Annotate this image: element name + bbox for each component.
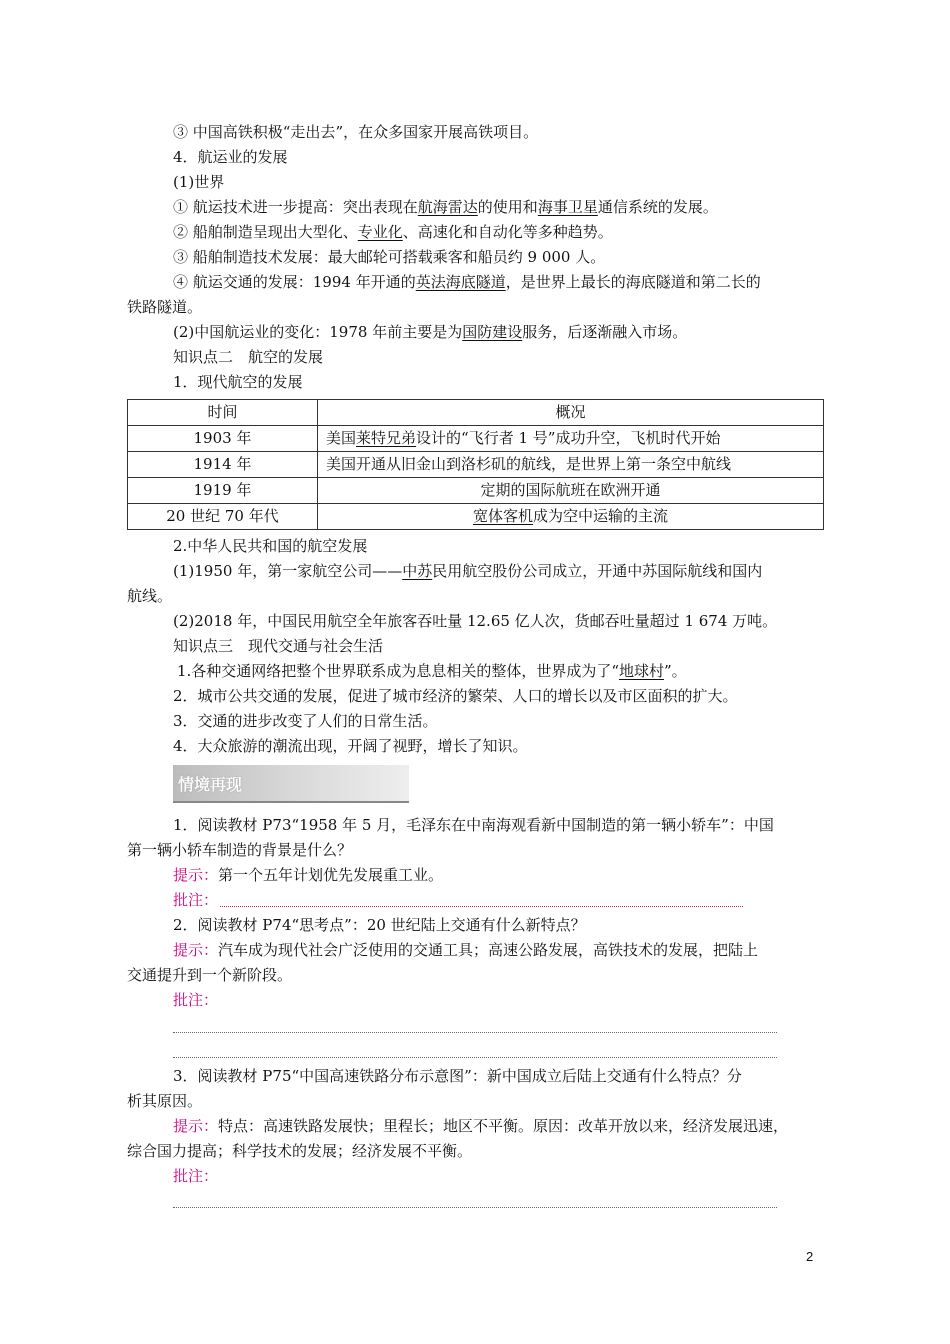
text-line: ③ 船舶制造技术发展：最大邮轮可搭载乘客和船员约 9 000 人。 (173, 248, 606, 266)
text-line (173, 560, 762, 582)
text-segment: 的使用和 (477, 198, 538, 216)
text-line: (1)世界 (173, 173, 225, 191)
answer-text: 特点：高速铁路发展快；里程长；地区不平衡。原因：改革开放以来，经济发展迅速， (218, 1117, 789, 1135)
text-line (173, 271, 761, 293)
text-segment: ② 船舶制造呈现出大型化、 (173, 223, 358, 241)
note-dotted-line[interactable] (220, 906, 743, 907)
table-row (128, 426, 824, 452)
text-segment: 美国开通从旧金山到洛杉矶的航线，是世界上第一条空中航线 (326, 455, 732, 473)
table-cell-desc (318, 478, 824, 504)
note-label: 批注： (173, 891, 219, 909)
question-line: 2．阅读教材 P74“思考点”：20 世纪陆上交通有什么新特点？ (173, 916, 586, 934)
text-line: 3．交通的进步改变了人们的日常生活。 (173, 712, 438, 730)
text-line: 航线。 (127, 587, 173, 605)
question-line: 第一辆小轿车制造的背景是什么？ (127, 841, 353, 859)
text-segment: ，是世界上最长的海底隧道和第二长的 (505, 273, 761, 291)
answer-line (173, 939, 758, 961)
question-line: 1．阅读教材 P73“1958 年 5 月，毛泽东在中南海观看新中国制造的第一辆小轿车”：中国 (173, 816, 774, 834)
text-segment: 设计的“飞行者 1 号”成功升空，飞机时代开始 (416, 429, 721, 447)
text-segment: 、高速化和自动化等多种趋势。 (402, 223, 613, 241)
page-number: 2 (806, 1249, 814, 1264)
text-segment: (1)1950 年，第一家航空公司—— (173, 562, 403, 580)
table-cell-time: 1903 年 (128, 426, 318, 452)
underlined-term: 莱特兄弟 (356, 429, 417, 447)
answer-line (173, 1115, 788, 1137)
underlined-term: 海事卫星 (537, 198, 598, 216)
text-segment: ④ 航运交通的发展：1994 年开通的 (173, 273, 416, 291)
section-banner (173, 765, 409, 803)
text-line (173, 221, 613, 243)
text-segment: 服务，后逐渐融入市场。 (522, 323, 688, 341)
text-segment: 定期的国际航班在欧洲开通 (480, 481, 661, 499)
note-label: 批注： (173, 991, 219, 1009)
table-row (128, 478, 824, 504)
underlined-term: 地球村 (618, 662, 664, 680)
answer-text: 第一个五年计划优先发展重工业。 (218, 866, 444, 884)
underlined-term: 宽体客机 (472, 507, 533, 525)
table-cell-time: 20 世纪 70 年代 (128, 504, 318, 530)
question-line: 析其原因。 (127, 1092, 203, 1110)
text-line (177, 660, 687, 682)
text-segment: 通信系统的发展。 (597, 198, 718, 216)
answer-text: 汽车成为现代社会广泛使用的交通工具；高速公路发展，高铁技术的发展，把陆上 (218, 941, 759, 959)
underlined-term: 英法海底隧道 (415, 273, 506, 291)
text-line: 铁路隧道。 (127, 298, 203, 316)
table-cell-time: 1919 年 (128, 478, 318, 504)
text-segment: 民用航空股份公司成立，开通中苏国际航线和国内 (432, 562, 763, 580)
hint-label: 提示： (173, 941, 219, 959)
table-cell-desc (318, 426, 824, 452)
answer-line: 综合国力提高；科学技术的发展；经济发展不平衡。 (127, 1142, 473, 1160)
question-line: 3．阅读教材 P75“中国高速铁路分布示意图”：新中国成立后陆上交通有什么特点？分 (173, 1067, 742, 1085)
text-segment: 美国 (326, 429, 357, 447)
text-line: 1．现代航空的发展 (173, 373, 303, 391)
text-line: (2)2018 年，中国民用航空全年旅客吞吐量 12.65 亿人次，货邮吞吐量超过 1 674 万吨。 (173, 612, 778, 630)
note-dotted-line[interactable] (173, 1057, 777, 1058)
text-segment: 成为空中运输的主流 (533, 507, 669, 525)
table-row (128, 504, 824, 530)
text-segment: (2)中国航运业的变化：1978 年前主要是为 (173, 323, 463, 341)
table-row (128, 452, 824, 478)
hint-label: 提示： (173, 866, 219, 884)
underlined-term: 国防建设 (462, 323, 523, 341)
text-line (173, 321, 687, 343)
table-header-cell: 概况 (318, 400, 824, 426)
hint-label: 提示： (173, 1117, 219, 1135)
note-label: 批注： (173, 1167, 219, 1185)
table-cell-desc (318, 452, 824, 478)
note-dotted-line[interactable] (173, 1032, 777, 1033)
text-line: 2．城市公共交通的发展，促进了城市经济的繁荣、人口的增长以及市区面积的扩大。 (173, 687, 738, 705)
text-line: ③ 中国高铁积极“走出去”，在众多国家开展高铁项目。 (173, 123, 539, 141)
underlined-term: 航海雷达 (417, 198, 478, 216)
answer-line: 交通提升到一个新阶段。 (127, 966, 293, 984)
section-heading: 知识点二 航空的发展 (173, 348, 324, 366)
table-cell-desc (318, 504, 824, 530)
section-heading: 知识点三 现代交通与社会生活 (173, 637, 384, 655)
text-segment: 1.各种交通网络把整个世界联系成为息息相关的整体，世界成为了“ (177, 662, 619, 680)
table-header-cell: 时间 (128, 400, 318, 426)
underlined-term: 中苏 (402, 562, 433, 580)
text-line (173, 196, 718, 218)
text-line: 2.中华人民共和国的航空发展 (173, 537, 368, 555)
underlined-term: 专业化 (357, 223, 403, 241)
section-banner-title: 情境再现 (178, 775, 243, 794)
text-line: 4．大众旅游的潮流出现，开阔了视野，增长了知识。 (173, 737, 528, 755)
text-segment: ① 航运技术进一步提高：突出表现在 (173, 198, 418, 216)
answer-line (173, 864, 443, 886)
note-dotted-line[interactable] (173, 1207, 777, 1208)
aviation-history-table (127, 399, 824, 530)
table-cell-time: 1914 年 (128, 452, 318, 478)
text-segment: ”。 (664, 662, 687, 680)
table-header-row (128, 400, 824, 426)
text-line: 4．航运业的发展 (173, 148, 288, 166)
